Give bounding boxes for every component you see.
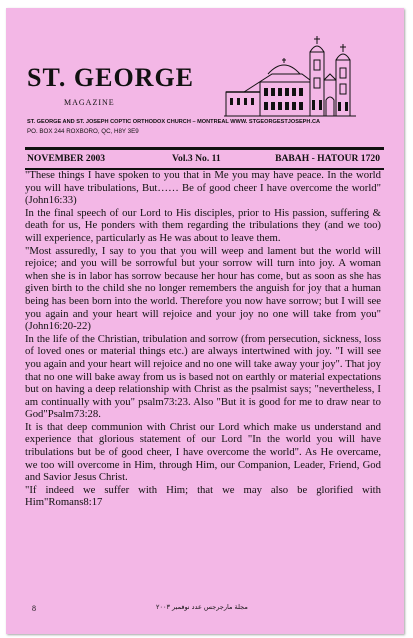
article-paragraph: "Most assuredly, I say to you that you will weep and lament but the world will rejoice; and you will be sorrowful but your sorrow will turn into joy. A woman when she is in labor has sorrow because her hour has come, but as soon as she has given birth to the child she no longer remembers the anguish for joy that a human being has been born into the world. Therefore you now have sorrow; but I will see you again and your heart will rejoice and your joy no one will take from you" (John16:20-22) <box>25 244 381 333</box>
magazine-subtitle: MAGAZINE <box>64 98 115 107</box>
issue-info-bar <box>27 153 380 167</box>
po-box-line: PO. BOX 244 ROXBORO, QC, H8Y 3E9 <box>27 128 139 135</box>
issue-volume: Vol.3 No. 11 <box>172 153 221 164</box>
issue-date: NOVEMBER 2003 <box>27 153 106 164</box>
article-paragraph: It is that deep communion with Christ our Lord which make us understand and experience that glorious statement of our Lord "In the world you will have tribulations but be of good cheer, I have overcome the world". As He overcame, we too will overcome in Him, through Him, our Companion, Leader, Friend, God and Savior Jesus Christ. <box>25 420 381 484</box>
article-paragraph: In the final speech of our Lord to His disciples, prior to His passion, suffering & death for us, He ponders with them regarding the tribulations they (and we too) will experience, particularly as He was about to leave them. <box>25 206 381 244</box>
arabic-footer-caption: مجلة مارجرجس عدد نوفمبر ٢٠٠٣ <box>156 603 248 611</box>
top-divider <box>25 147 384 150</box>
masthead <box>6 8 404 158</box>
church-illustration <box>224 30 356 118</box>
church-address-line: ST. GEORGE AND ST. JOSEPH COPTIC ORTHODOX CHURCH – MONTREAL WWW. STGEORGESTJOSEPH.CA <box>27 119 321 125</box>
article-paragraph: "These things I have spoken to you that in Me you may have peace. In the world you will have tribulations, But…… Be of good cheer I have overcome the world"(John16:33) <box>25 169 381 207</box>
magazine-title: ST. GEORGE <box>27 63 195 92</box>
article-paragraph: "If indeed we suffer with Him; that we may also be glorified with Him"Romans8:17 <box>25 483 381 509</box>
coptic-months: BABAH - HATOUR 1720 <box>275 153 380 164</box>
article-paragraph: In the life of the Christian, tribulation and sorrow (from persecution, sickness, loss of loved ones or material things etc.) are always intertwined with joy. "I will see you again and your heart will rejoice and no one will take away your joy". That joy that no one will bake away from us is based not on earthly or material expectations but on having a deep relationship with Christ as the psalmist says; "nevertheless, I am continually with you" psalm73:23. Also "But it is good for me to draw near to God"Psalm73:28. <box>25 332 381 421</box>
magazine-page <box>6 8 404 634</box>
article-body <box>25 169 381 509</box>
page-number: 8 <box>32 604 36 613</box>
